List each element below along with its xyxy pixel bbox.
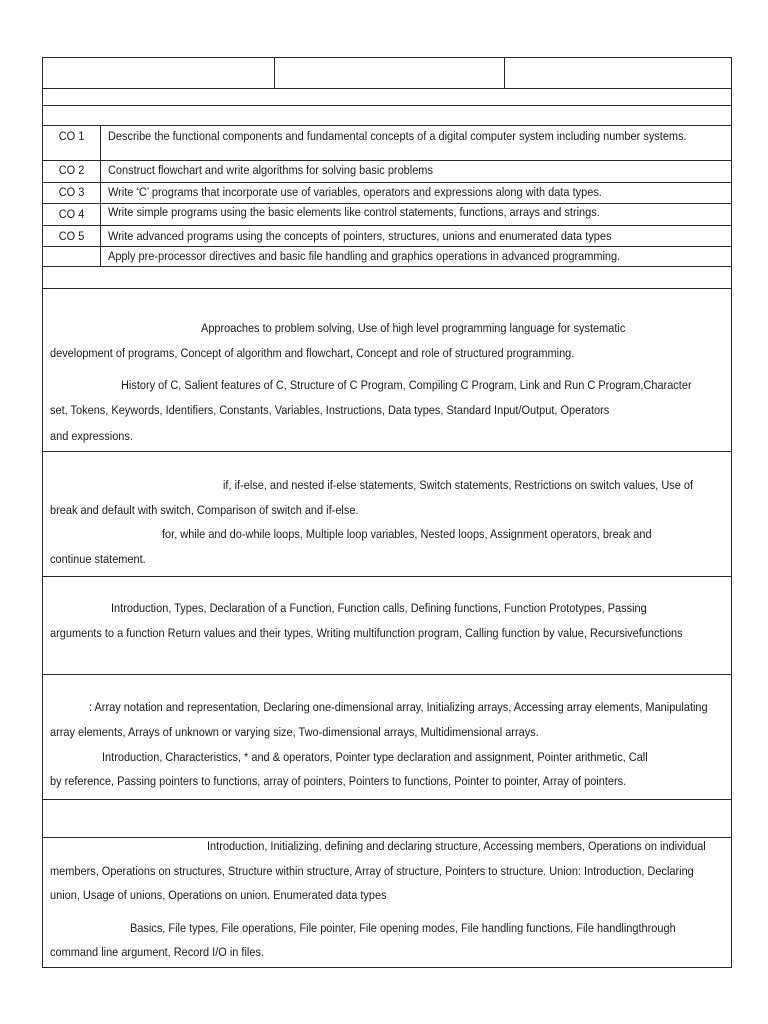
unit-5-line: Basics, File types, File operations, File pointer, File opening modes, File handling functions, File handlingthrough [130, 921, 676, 935]
unit-1-line: development of programs, Concept of algorithm and flowchart, Concept and role of structured programming. [50, 346, 575, 360]
co-description: Write ‘C’ programs that incorporate use of variables, operators and expressions along with data types. [108, 185, 602, 199]
row-divider [43, 105, 731, 106]
unit-5-line: union, Usage of unions, Operations on union. Enumerated data types [50, 888, 387, 902]
co-code: CO 3 [58, 185, 85, 199]
co-description: Write simple programs using the basic elements like control statements, functions, arrays and strings. [108, 205, 600, 219]
unit-5-line: members, Operations on structures, Structure within structure, Array of structure, Pointers to structure. Union: Introduction, Declaring [50, 864, 694, 878]
unit-4-line: array elements, Arrays of unknown or varying size, Two-dimensional arrays, Multidimensional arrays. [50, 725, 539, 739]
unit-1-line: Approaches to problem solving, Use of high level programming language for systematic [201, 321, 626, 335]
row-divider [43, 576, 731, 577]
unit-4-line: Introduction, Characteristics, * and & operators, Pointer type declaration and assignment, Pointer arithmetic, Call [102, 750, 648, 764]
co-code: CO 2 [58, 163, 85, 177]
unit-2-line: continue statement. [50, 552, 146, 566]
unit-5-line: Introduction, Initializing, defining and declaring structure, Accessing members, Operations on individual [207, 839, 706, 853]
unit-3-line: arguments to a function Return values and their types, Writing multifunction program, Calling function by value, Recursivefunctions [50, 626, 683, 640]
row-divider [43, 799, 731, 800]
unit-2-line: if, if-else, and nested if-else statements, Switch statements, Restrictions on switch values, Use of [223, 478, 694, 492]
unit-2-line: for, while and do-while loops, Multiple loop variables, Nested loops, Assignment operators, break and [162, 527, 652, 541]
row-divider [43, 288, 731, 289]
co-column-divider [100, 125, 101, 266]
co-description: Apply pre-processor directives and basic file handling and graphics operations in advanced programming. [108, 249, 621, 263]
row-divider [43, 837, 731, 838]
co-description: Construct flowchart and write algorithms for solving basic problems [108, 163, 433, 177]
row-divider [43, 125, 731, 126]
co-code: CO 5 [58, 229, 85, 243]
row-divider [43, 451, 731, 452]
row-divider [43, 160, 731, 161]
unit-2-line: break and default with switch, Comparison of switch and if-else. [50, 503, 359, 517]
unit-5-line: command line argument, Record I/O in files. [50, 945, 264, 959]
unit-4-line: : Array notation and representation, Declaring one-dimensional array, Initializing arrays, Accessing array elements, Manipulating [89, 700, 708, 714]
co-description: Write advanced programs using the concepts of pointers, structures, unions and enumerated data types [108, 229, 612, 243]
row-divider [43, 225, 731, 226]
unit-3-line: Introduction, Types, Declaration of a Function, Function calls, Defining functions, Function Prototypes, Passing [111, 601, 647, 615]
row-divider [43, 266, 731, 267]
row-divider [43, 674, 731, 675]
syllabus-table [42, 57, 732, 968]
unit-1-line: set, Tokens, Keywords, Identifiers, Constants, Variables, Instructions, Data types, Standard Input/Output, Operators [50, 403, 610, 417]
unit-1-line: and expressions. [50, 429, 133, 443]
unit-1-line: History of C, Salient features of C, Structure of C Program, Compiling C Program, Link and Run C Program,Character [121, 378, 692, 392]
co-description: Describe the functional components and fundamental concepts of a digital computer system including number systems. [108, 129, 687, 143]
row-divider [43, 88, 731, 89]
unit-4-line: by reference, Passing pointers to functions, array of pointers, Pointers to functions, Pointer to pointer, Array of pointers. [50, 774, 627, 788]
row-divider [43, 182, 731, 183]
row-divider [43, 203, 731, 204]
co-code: CO 1 [58, 129, 85, 143]
co-code: CO 4 [58, 207, 85, 221]
header-divider [274, 58, 275, 88]
row-divider [43, 246, 731, 247]
header-divider [504, 58, 505, 88]
